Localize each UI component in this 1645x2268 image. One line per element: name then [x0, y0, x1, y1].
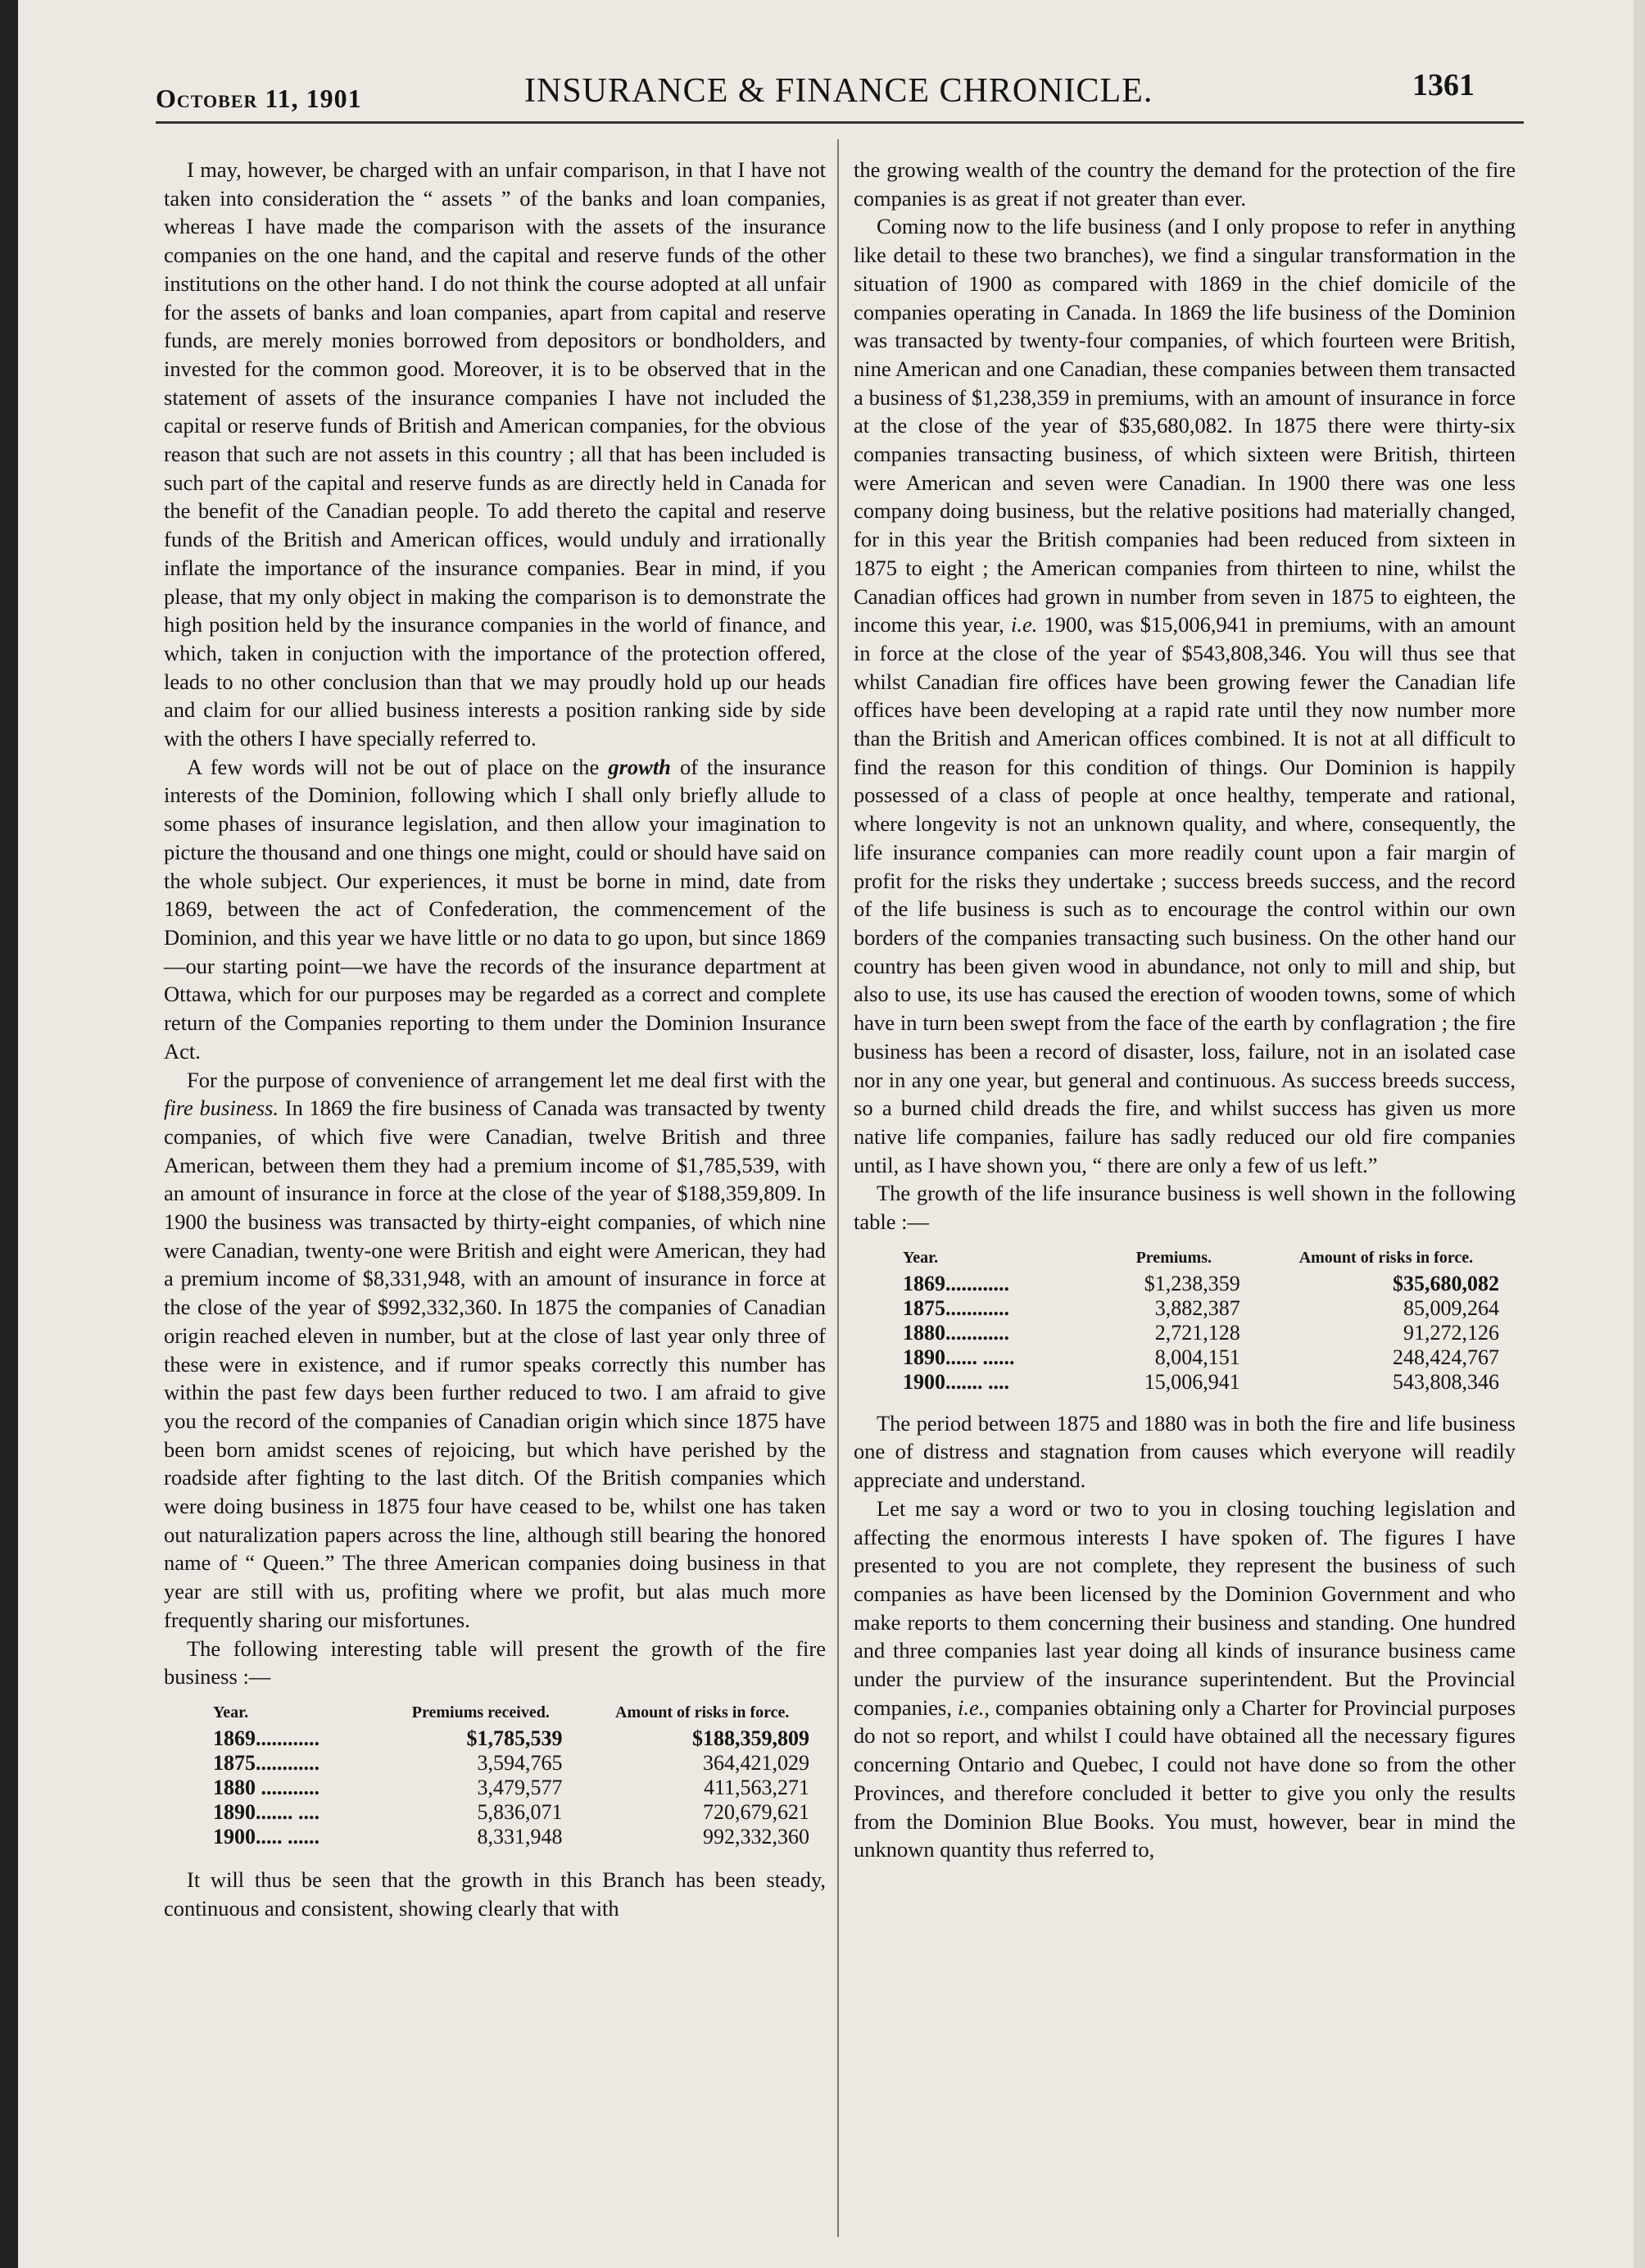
paragraph: The following interesting table will present the growth of the fire business :— — [164, 1635, 826, 1690]
table-row: 1890....... .... 5,836,071 720,679,621 — [213, 1799, 809, 1824]
scan-edge-left — [0, 0, 18, 2268]
left-column — [164, 156, 826, 1922]
paragraph: For the purpose of convenience of arrangement let me deal first with the fire business. In 1869 the fire business of Canada was transacted by twenty companies, of which five were Canadian, twelve British and three American, between them they had a premium income of $1,785,539, with an amount of insurance in force at the close of the year of $188,359,809. In 1900 the business was transacted by thirty-eight companies, of which nine were Canadian, twenty-one were British and eight were American, they had a premium income of $8,331,948, with an amount of insurance in force at the close of the year of $992,332,360. In 1875 the companies of Canadian origin reached eleven in number, but at the close of last year only three of these were in existence, and if rumor speaks correctly this number has within the past few days been further reduced to two. I am afraid to give you the record of the companies of Canadian origin which since 1875 have been born amidst scenes of rejoicing, but which have perished by the roadside after fighting to the last ditch. Of the British companies which were doing business in 1875 four have ceased to be, whilst one has taken out naturalization papers across the line, although still bearing the honored name of “ Queen.” The three American companies doing business in that year are still with us, profiting where we profit, but alas much more frequently sharing our misfortunes. — [164, 1067, 826, 1632]
table-header: Year. — [213, 1703, 249, 1721]
scan-edge-right — [1634, 0, 1645, 2268]
paragraph: It will thus be seen that the growth in this Branch has been steady, continuous and consistent, showing clearly that with — [164, 1867, 826, 1921]
paragraph: The period between 1875 and 1880 was in both the fire and life business one of distress and stagnation from causes which everyone will readily appreciate and understand. — [854, 1410, 1516, 1493]
table-header: Year. — [903, 1248, 939, 1267]
table-header: Amount of risks in force. — [1298, 1248, 1474, 1267]
right-column — [854, 156, 1516, 1864]
life-business-table — [854, 1248, 1516, 1395]
table-row: 1869............ $1,238,359 $35,680,082 — [903, 1271, 1499, 1295]
paragraph: A few words will not be out of place on the growth of the insurance interests of the Dominion, following which I shall only briefly allude to some phases of insurance legislation, and then allow your imagination to picture the thousand and one things one might, could or should have said on the whole subject. Our experiences, it must be borne in mind, date from 1869, between the act of Confederation, the commencement of the Dominion, and this year we have little or no data to go upon, but since 1869—our starting point—we have the records of the insurance department at Ottawa, which for our purposes may be regarded as a correct and complete return of the Companies reporting to them under the Dominion Insurance Act. — [164, 754, 826, 1064]
fire-business-table — [164, 1703, 826, 1849]
table-row: 1900....... .... 15,006,941 543,808,346 — [903, 1369, 1499, 1394]
running-header — [156, 67, 1475, 116]
paragraph: The growth of the life insurance business is well shown in the following table :— — [854, 1181, 1516, 1235]
paragraph: the growing wealth of the country the demand for the protection of the fire companies is as great if not greater than ever. — [854, 157, 1516, 211]
table-row: 1869............ $1,785,539 $188,359,809 — [213, 1726, 809, 1750]
table-row: 1890...... ...... 8,004,151 248,424,767 — [903, 1345, 1499, 1369]
column-divider — [837, 139, 839, 2237]
table-header: Premiums received. — [411, 1703, 550, 1721]
paragraph: Let me say a word or two to you in closing touching legislation and affecting the enormous interests I have spoken of. The figures I have presented to you are not complete, they represent the business of such companies as have been licensed by the Dominion Government and who make reports to them concerning their business and standing. One hundred and three companies last year doing all kinds of insurance business came under the purview of the insurance superintendent. But the Provincial companies, i.e., companies obtaining only a Charter for Provincial purposes do not so report, and whilst I could have obtained all the necessary figures concerning Ontario and Quebec, I could not have done so from the other Provinces, and therefore concluded it better to give you only the results from the Dominion Blue Books. You must, however, bear in mind the unknown quantity thus referred to, — [854, 1495, 1516, 1862]
table-row: 1880............ 2,721,128 91,272,126 — [903, 1320, 1499, 1345]
issue-date: October 11, 1901 — [156, 84, 362, 113]
page-number: 1361 — [1412, 68, 1475, 102]
paragraph: I may, however, be charged with an unfair comparison, in that I have not taken into consideration the “ assets ” of the banks and loan companies, whereas I have made the comparison with the assets of the insurance companies on the one hand, and the capital and reserve funds of the other institutions on the other hand. I do not think the course adopted at all unfair for the assets of banks and loan companies, apart from capital and reserve funds, are merely monies borrowed from depositors or bondholders, and invested for the common good. Moreover, it is to be observed that in the statement of assets of the insurance companies I have not included the capital or reserve funds of British and American companies, for the obvious reason that such are not assets in this country ; all that has been included is such part of the capital and reserve funds as are directly held in Canada for the benefit of the Canadian people. To add thereto the capital and reserve funds of the British and American offices, would unduly and irrationally inflate the importance of the insurance companies. Bear in mind, if you please, that my only object in making the comparison is to demonstrate the high position held by the insurance companies in the world of finance, and which, taken in conjuction with the importance of the protection offered, leads to no other conclusion than that we may proudly hold up our heads and claim for our allied business interests a position ranking side by side with the others I have specially referred to. — [164, 157, 826, 751]
table-header: Amount of risks in force. — [615, 1703, 790, 1721]
table-row: 1880 ........... 3,479,577 411,563,271 — [213, 1775, 809, 1799]
paragraph: Coming now to the life business (and I only propose to refer in anything like detail to these two branches), we find a singular transformation in the situation of 1900 as compared with 1869 in the chief domicile of the companies operating in Canada. In 1869 the life business of the Dominion was transacted by twenty-four companies, of which fourteen were British, nine American and one Canadian, these companies between them transacted a business of $1,238,359 in premiums, with an amount of insurance in force at the close of the year of $35,680,082. In 1875 there were thirty-six companies transacting business, of which sixteen were British, thirteen were American and seven were Canadian. In 1900 there was one less company doing business, but the relative positions had materially changed, for in this year the British companies had been reduced from sixteen in 1875 to eight ; the American companies from thirteen to nine, whilst the Canadian offices had grown in number from seven in 1875 to eighteen, the income this year, i.e. 1900, was $15,006,941 in premiums, with an amount in force at the close of the year of $543,808,346. You will thus see that whilst Canadian fire offices have been growing fewer the Canadian life offices have been developing at a rapid rate until they now number more than the British and American offices combined. It is not at all difficult to find the reason for this condition of things. Our Dominion is happily possessed of a class of people at once healthy, temperate and rational, where longevity is not an unknown quality, and where, consequently, the life insurance companies can more readily count upon a fair margin of profit for the risks they undertake ; success breeds success, and the record of the life business is such as to encourage the control within our own borders of the companies transacting such business. On the other hand our country has been given wood in abundance, not only to mill and ship, but also to use, its use has caused the erection of wooden towns, some of which have in turn been swept from the face of the earth by conflagration ; the fire business has been a record of disaster, loss, failure, not in an isolated case nor in any one year, but general and continuous. As success breeds success, so a burned child dreads the fire, and whilst success has given us more native life companies, failure has sadly reduced our old fire companies until, as I have shown you, “ there are only a few of us left.” — [854, 214, 1516, 1177]
publication-title: INSURANCE & FINANCE CHRONICLE. — [524, 72, 1153, 110]
table-row: 1900..... ...... 8,331,948 992,332,360 — [213, 1824, 809, 1848]
table-header: Premiums. — [1135, 1248, 1212, 1267]
header-rule — [156, 121, 1524, 124]
table-row: 1875............ 3,594,765 364,421,029 — [213, 1750, 809, 1775]
table-row: 1875............ 3,882,387 85,009,264 — [903, 1295, 1499, 1320]
